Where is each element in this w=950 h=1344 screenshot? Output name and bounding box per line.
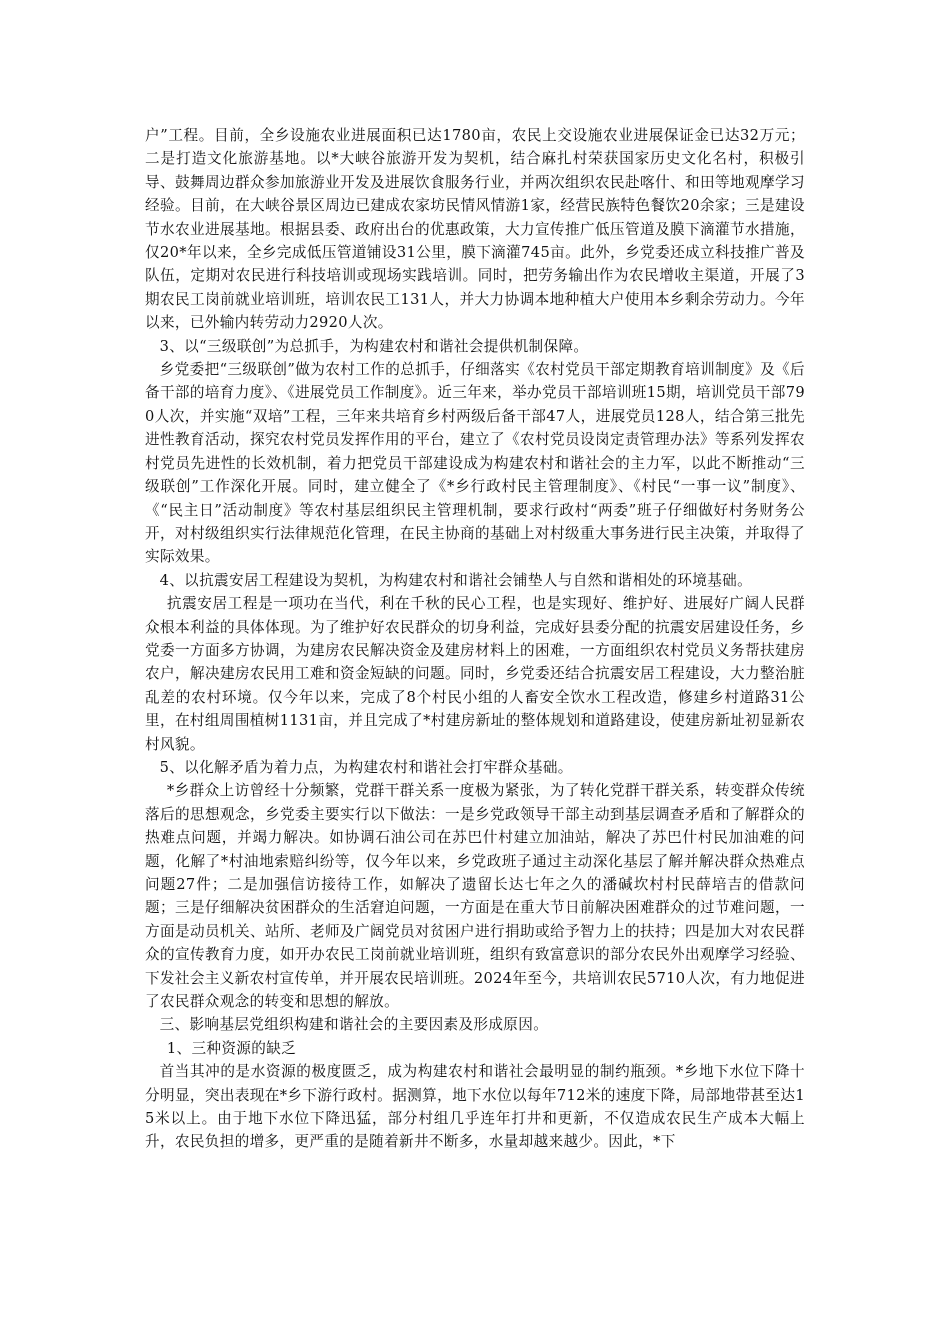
- paragraph-water-resources: 首当其冲的是水资源的极度匮乏，成为构建农村和谐社会最明显的制约瓶颈。*乡地下水位下降十分明显，突出表现在*乡下游行政村。据测算，地下水位以每年712米的速度下降，局部地带甚至达15米以上。由于地下水位下降迅猛，部分村组几乎连年打井和更新，不仅造成农民生产成本大幅上升，农民负担的增多，更严重的是随着新井不断多，水量却越来越少。因此，*下: [145, 1063, 805, 1151]
- paragraph-conflict-resolution: *乡群众上访曾经十分频繁，党群干群关系一度极为紧张，为了转化党群干群关系，转变群众传统落后的思想观念，乡党委主要实行以下做法：一是乡党政领导干部主动到基层调查矛盾和了解群众的热难点问题，并竭力解决。如协调石油公司在苏巴什村建立加油站，解决了苏巴什村民加油难的问题，化解了*村油地索赔纠纷等，仅今年以来，乡党政班子通过主动深化基层了解并解决群众热难点问题27件；二是加强信访接待工作，如解决了遗留长达七年之久的潘碱坎村村民薛培吉的借款问题；三是仔细解决贫困群众的生活窘迫问题，一方面是在重大节日前解决困难群众的过节难问题，一方面是动员机关、站所、老师及广阔党员对贫困户进行捐助或给予智力上的扶持；四是加大对农民群众的宣传教育力度，如开办农民工岗前就业培训班，组织有致富意识的部分农民外出观摩学习经验、下发社会主义新农村宣传单，并开展农民培训班。2024年至今，共培训农民5710人次，有力地促进了农民群众观念的转变和思想的解放。: [145, 782, 805, 1011]
- subheading-1: 1、三种资源的缺乏: [166, 1039, 297, 1057]
- document-body: [145, 124, 805, 1154]
- section-heading-5: 5、以化解矛盾为着力点，为构建农村和谐社会打牢群众基础。: [159, 758, 573, 776]
- paragraph-earthquake-housing: 抗震安居工程是一项功在当代，利在千秋的民心工程，也是实现好、维护好、进展好广阔人民群众根本利益的具体体现。为了维护好农民群众的切身利益，完成好县委分配的抗震安居建设任务，乡党委一方面多方协调，为建房农民解决资金及建房材料上的困难，一方面组织农村党员义务帮扶建房农户，解决建房农民用工难和资金短缺的问题。同时，乡党委还结合抗震安居工程建设，大力整治脏乱差的农村环境。仅今年以来，完成了8个村民小组的人畜安全饮水工程改造，修建乡村道路31公里，在村组周围植树1131亩，并且完成了*村建房新址的整体规划和道路建设，使建房新址初显新农村风貌。: [145, 595, 805, 753]
- section-heading-4: 4、以抗震安居工程建设为契机，为构建农村和谐社会铺垫人与自然和谐相处的环境基础。: [159, 571, 753, 589]
- chapter-heading-3: 三、影响基层党组织构建和谐社会的主要因素及形成原因。: [159, 1016, 549, 1034]
- section-heading-3: 3、以“三级联创”为总抓手，为构建农村和谐社会提供机制保障。: [159, 337, 589, 355]
- paragraph-continuation: 户”工程。目前，全乡设施农业进展面积已达1780亩，农民上交设施农业进展保证金已达32万元；二是打造文化旅游基地。以*大峡谷旅游开发为契机，结合麻扎村荣获国家历史文化名村，积极引导、鼓舞周边群众参加旅游业开发及进展饮食服务行业，并两次组织农民赴喀什、和田等地观摩学习经验。目前，在大峡谷景区周边已建成农家坊民情风情游1家，经营民族特色餐饮20余家；三是建设节水农业进展基地。根据县委、政府出台的优惠政策，大力宣传推广低压管道及膜下滴灌节水措施，仅20*年以来，全乡完成低压管道铺设31公里，膜下滴灌745亩。此外，乡党委还成立科技推广普及队伍，定期对农民进行科技培训或现场实践培训。同时，把劳务输出作为农民增收主渠道，开展了3期农民工岗前就业培训班，培训农民工131人，并大力协调本地种植大户使用本乡剩余劳动力。今年以来，已外输内转劳动力2920人次。: [145, 127, 805, 332]
- paragraph-three-level-campaign: 乡党委把“三级联创”做为农村工作的总抓手，仔细落实《农村党员干部定期教育培训制度》及《后备干部的培育力度》、《进展党员工作制度》。近三年来，举办党员干部培训班15期，培训党员干部790人次，并实施“双培”工程，三年来共培育乡村两级后备干部47人，进展党员128人，结合第三批先进性教育活动，探究农村党员发挥作用的平台，建立了《农村党员设岗定责管理办法》等系列发挥农村党员先进性的长效机制，着力把党员干部建设成为构建农村和谐社会的主力军，以此不断推动“三级联创”工作深化开展。同时，建立健全了《*乡行政村民主管理制度》、《村民“一事一议”制度》、《“民主日”活动制度》等农村基层组织民主管理机制，要求行政村“两委”班子仔细做好村务财务公开，对村级组织实行法律规范化管理，在民主协商的基础上对村级重大事务进行民主决策，并取得了实际效果。: [145, 361, 805, 566]
